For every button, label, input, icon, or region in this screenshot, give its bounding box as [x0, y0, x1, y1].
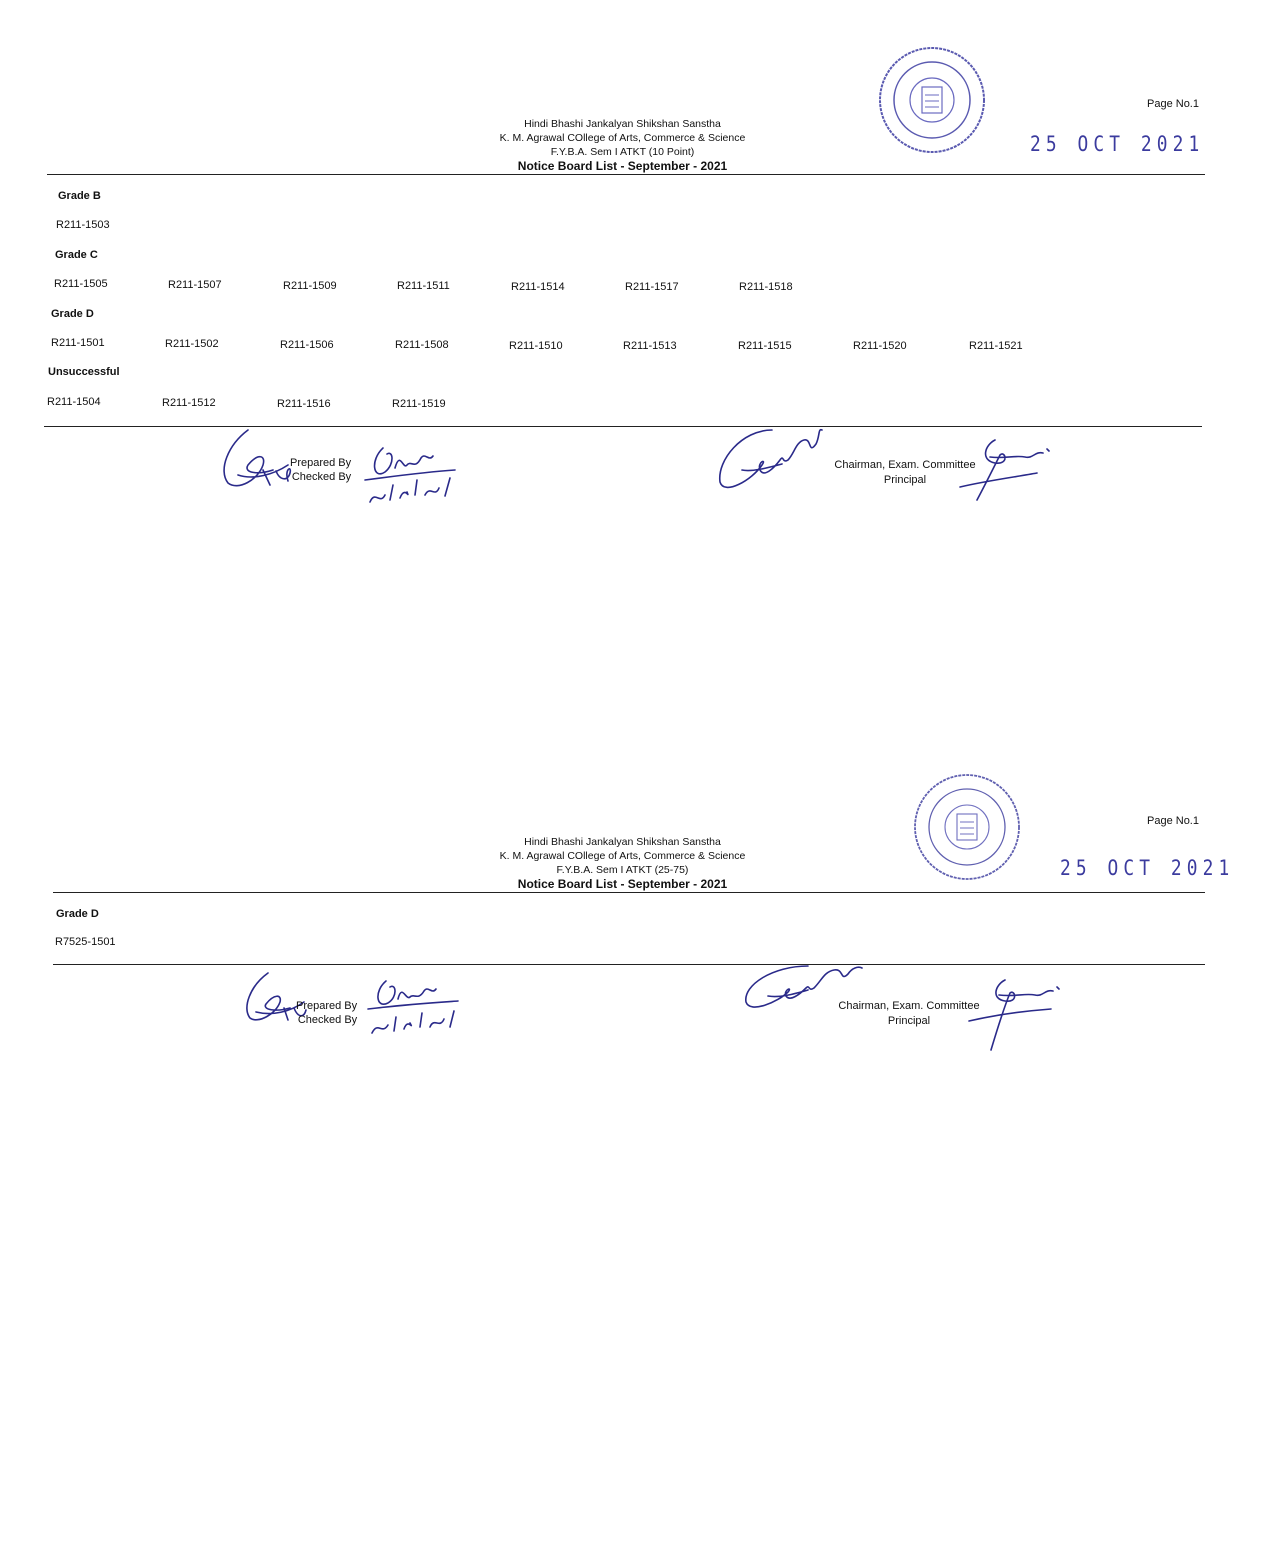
- roll-number: R211-1508: [395, 339, 449, 351]
- roll-number: R211-1503: [56, 219, 110, 231]
- checked-by-label: Checked By: [291, 471, 352, 483]
- prepared-by-label: Prepared By: [296, 1000, 358, 1012]
- principal-signature-icon: [965, 975, 1075, 1055]
- grade-label: Grade B: [58, 190, 101, 202]
- signature-labels: [296, 999, 357, 1027]
- roll-number: R211-1520: [853, 340, 907, 352]
- grade-label: Unsuccessful: [48, 366, 120, 378]
- principal-label: Principal: [883, 474, 927, 486]
- checker-signature-icon: [355, 440, 465, 515]
- college-name: K. M. Agrawal COllege of Arts, Commerce & Science: [499, 850, 746, 862]
- roll-number: R211-1519: [392, 398, 446, 410]
- chairman-signature-icon: [712, 420, 832, 495]
- roll-number: R211-1512: [162, 397, 216, 409]
- document-header: [430, 835, 815, 891]
- roll-number: R7525-1501: [55, 936, 116, 948]
- roll-number: R211-1515: [738, 340, 792, 352]
- principal-label: Principal: [887, 1015, 931, 1027]
- roll-number: R211-1501: [51, 337, 105, 349]
- roll-number: R211-1504: [47, 396, 101, 408]
- header-divider: [47, 174, 1205, 175]
- organization-name: Hindi Bhashi Jankalyan Shikshan Sanstha: [524, 836, 721, 848]
- signature-labels: [290, 456, 351, 484]
- date-stamp: 25 OCT 2021: [1030, 132, 1205, 156]
- checker-signature-icon: [360, 975, 470, 1045]
- grade-label: Grade D: [51, 308, 94, 320]
- college-seal-icon: [912, 772, 1022, 882]
- organization-name: Hindi Bhashi Jankalyan Shikshan Sanstha: [524, 118, 721, 130]
- roll-number: R211-1502: [165, 338, 219, 350]
- roll-number: R211-1507: [168, 279, 222, 291]
- checked-by-label: Checked By: [297, 1014, 358, 1026]
- footer-divider: [53, 964, 1205, 965]
- page-number: Page No.1: [1147, 98, 1199, 110]
- chairman-label: Chairman, Exam. Committee: [834, 459, 976, 471]
- exam-name: F.Y.B.A. Sem I ATKT (10 Point): [550, 146, 695, 158]
- college-seal-icon: [877, 45, 987, 155]
- header-divider: [53, 892, 1205, 893]
- date-stamp: 25 OCT 2021: [1060, 856, 1235, 880]
- document-header: [430, 117, 815, 173]
- college-name: K. M. Agrawal COllege of Arts, Commerce & Science: [499, 132, 746, 144]
- roll-number: R211-1514: [511, 281, 565, 293]
- grade-label: Grade D: [56, 908, 99, 920]
- roll-number: R211-1511: [397, 280, 450, 292]
- roll-number: R211-1513: [623, 340, 677, 352]
- roll-number: R211-1505: [54, 278, 108, 290]
- roll-number: R211-1517: [625, 281, 679, 293]
- principal-signature-icon: [955, 435, 1065, 505]
- roll-number: R211-1506: [280, 339, 334, 351]
- roll-number: R211-1516: [277, 398, 331, 410]
- chairman-label: Chairman, Exam. Committee: [838, 1000, 980, 1012]
- roll-number: R211-1510: [509, 340, 563, 352]
- list-title: Notice Board List - September - 2021: [517, 159, 728, 173]
- page-number: Page No.1: [1147, 815, 1199, 827]
- roll-number: R211-1518: [739, 281, 793, 293]
- roll-number: R211-1509: [283, 280, 337, 292]
- prepared-by-label: Prepared By: [290, 457, 352, 469]
- roll-number: R211-1521: [969, 340, 1023, 352]
- exam-name: F.Y.B.A. Sem I ATKT (25-75): [556, 864, 689, 876]
- list-title: Notice Board List - September - 2021: [517, 877, 728, 891]
- grade-label: Grade C: [55, 249, 98, 261]
